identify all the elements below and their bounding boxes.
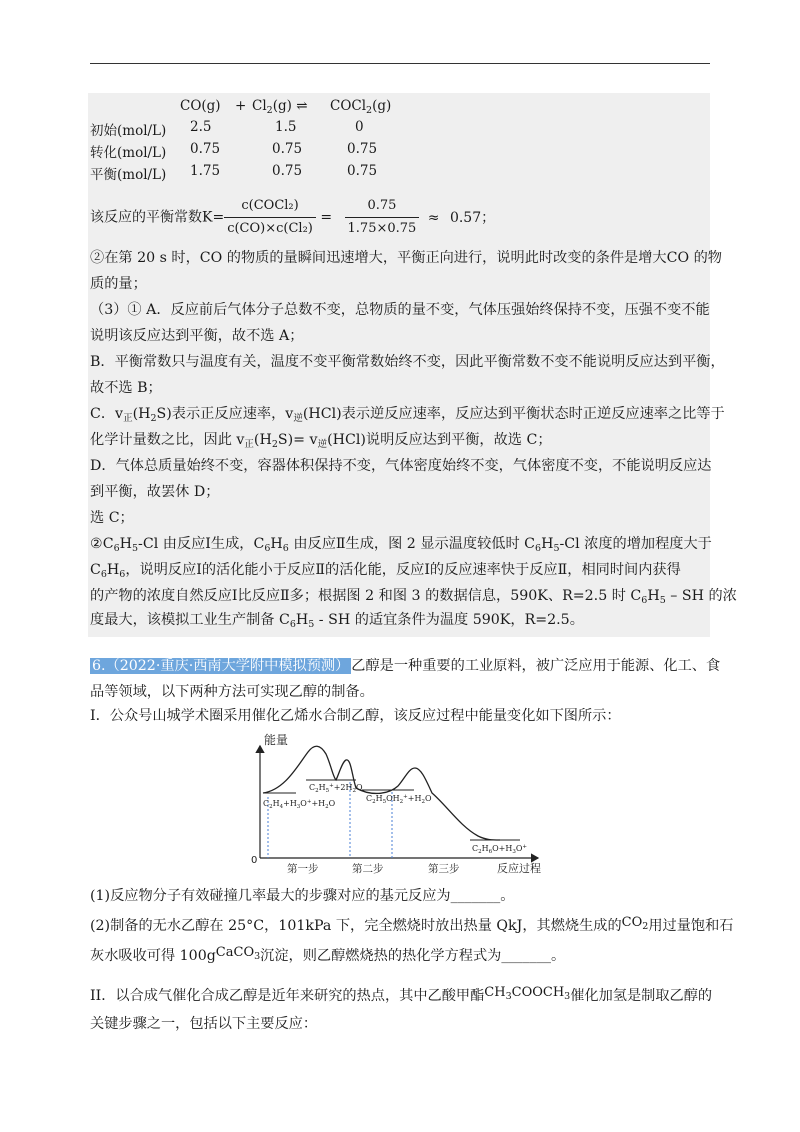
level-reactants-label: $C_2H_4+H_3O^++H_2O$ bbox=[263, 799, 336, 810]
answer-paragraph: 故不选 B； bbox=[90, 380, 162, 396]
table-cell: 0.75 bbox=[347, 163, 378, 179]
table-header-cocl2: COCl$_2$(g) bbox=[330, 98, 392, 116]
x-axis-label: 反应过程 bbox=[497, 862, 541, 875]
question-1: (1)反应物分子有效碰撞几率最大的步骤对应的基元反应为_______。 bbox=[90, 888, 515, 904]
answer-paragraph: 的产物的浓度自然反应Ⅰ比反应Ⅱ多；根据图 2 和图 3 的数据信息，590K、R=2.5 时 $C_6H_5$ – SH 的浓 bbox=[90, 588, 737, 606]
answer-paragraph: 选 C； bbox=[90, 510, 134, 526]
step-1-label: 第一步 bbox=[287, 863, 319, 875]
y-axis-label: 能量 bbox=[264, 733, 289, 747]
equilibrium-constant-expression: 该反应的平衡常数K= $\frac{\text{c(COCl₂)}}{\text{c(CO)×c(Cl₂)}}$ = $\frac{0.75}{1.75\times 0.75}$ ≈ 0.57； bbox=[90, 196, 495, 239]
question-part-ii-cont: 关键步骤之一，包括以下主要反应： bbox=[90, 1016, 318, 1032]
level-intermediate-2-label: $C_2H_5OH_2^++H_2O$ bbox=[366, 794, 432, 805]
question-source-tag[interactable]: 6.（2022·重庆·西南大学附中模拟预测） bbox=[92, 658, 350, 674]
table-cell: 0 bbox=[355, 119, 364, 135]
table-cell: 1.5 bbox=[275, 119, 297, 135]
table-cell: 2.5 bbox=[190, 119, 212, 135]
answer-paragraph: （3）① A．反应前后气体分子总数不变，总物质的量不变，气体压强始终保持不变，压强不变不能 bbox=[90, 302, 710, 318]
table-cell: 0.75 bbox=[190, 141, 221, 157]
answer-paragraph: 到平衡，故罢休 D； bbox=[90, 484, 220, 500]
table-cell: 0.75 bbox=[272, 163, 303, 179]
fraction-symbolic: $\frac{\text{c(COCl₂)}}{\text{c(CO)×c(Cl₂)}}$ bbox=[224, 196, 316, 239]
table-header-co: CO(g) bbox=[180, 98, 221, 114]
table-row-change: 转化(mol/L) bbox=[90, 145, 167, 161]
table-cell: 1.75 bbox=[190, 163, 221, 179]
answer-paragraph: $②C_6H_5-Cl$ 由反应Ⅰ生成，$C_6H_6$ 由反应Ⅱ生成，图 2 显示温度较低时 $C_6H_5-Cl$ 浓度的增加程度大于 bbox=[90, 536, 712, 554]
question-6-intro-cont: 品等领域，以下两种方法可实现乙醇的制备。 bbox=[90, 684, 374, 700]
answer-paragraph: D．气体总质量始终不变，容器体积保持不变，气体密度始终不变，气体密度不变，不能说明反应达 bbox=[90, 458, 712, 474]
equilibrium-arrow: ⇌ bbox=[296, 98, 308, 114]
question-part-i: I．公众号山城学术圈采用催化乙烯水合制乙醇，该反应过程中能量变化如下图所示： bbox=[90, 708, 621, 724]
level-products-label: $C_2H_6O+H_3O^+$ bbox=[472, 844, 528, 855]
fraction-numeric: $\frac{0.75}{1.75\times 0.75}$ bbox=[345, 196, 420, 239]
level-intermediate-1-label: $C_2H_5^++2H_2O$ bbox=[309, 783, 363, 794]
question-2: (2)制备的无水乙醇在 25°C，101kPa 下，完全燃烧时放出热量 QkJ，其燃烧生成的$CO_2$用过量饱和石 bbox=[90, 915, 734, 934]
answer-paragraph: 说明该反应达到平衡，故不选 A； bbox=[90, 328, 304, 344]
table-cell: 0.75 bbox=[347, 141, 378, 157]
table-header-plus: + bbox=[235, 98, 247, 114]
step-3-label: 第三步 bbox=[428, 863, 460, 875]
answer-paragraph: 度最大，该模拟工业生产制备 $C_6H_5$ - SH 的适宜条件为温度 590K，R=2.5。 bbox=[90, 612, 584, 630]
table-cell: 0.75 bbox=[272, 141, 303, 157]
answer-paragraph: C．$v_正(H_2S)$表示正反应速率，$v_逆(HCl)$表示逆反应速率，反应达到平衡状态时正逆反应速率之比等于 bbox=[90, 406, 725, 424]
step-2-label: 第二步 bbox=[352, 863, 384, 875]
origin-label: 0 bbox=[251, 855, 258, 866]
answer-paragraph: 质的量； bbox=[90, 276, 147, 292]
question-6-intro: 6.（2022·重庆·西南大学附中模拟预测） 乙醇是一种重要的工业原料，被广泛应用于能源、化工、食 bbox=[92, 658, 721, 674]
table-row-equilibrium: 平衡(mol/L) bbox=[90, 167, 167, 183]
table-row-initial: 初始(mol/L) bbox=[90, 123, 167, 139]
question-2-cont: 灰水吸收可得 100gCaCO$_3$沉淀，则乙醇燃烧热的热化学方程式为_______。 bbox=[90, 945, 566, 964]
table-header-cl2: $Cl_2(g)$ ⇌ bbox=[252, 98, 308, 116]
answer-paragraph: B．平衡常数只与温度有关，温度不变平衡常数始终不变，因此平衡常数不变不能说明反应达到平衡， bbox=[90, 354, 725, 370]
question-part-ii: II．以合成气催化合成乙醇是近年来研究的热点，其中乙酸甲酯$CH_3COOCH_3$催化加氢是制取乙醇的 bbox=[90, 985, 713, 1004]
answer-paragraph: $C_6H_6$，说明反应Ⅰ的活化能小于反应Ⅱ的活化能，反应Ⅰ的反应速率快于反应Ⅱ，相同时间内获得 bbox=[90, 562, 681, 580]
answer-paragraph: ②在第 20 s 时，CO 的物质的量瞬间迅速增大，平衡正向进行，说明此时改变的条件是增大CO 的物 bbox=[90, 250, 722, 266]
answer-paragraph: 化学计量数之比，因此 $v_正(H_2S)= v_逆(HCl)$说明反应达到平衡，故选 C； bbox=[90, 432, 552, 450]
